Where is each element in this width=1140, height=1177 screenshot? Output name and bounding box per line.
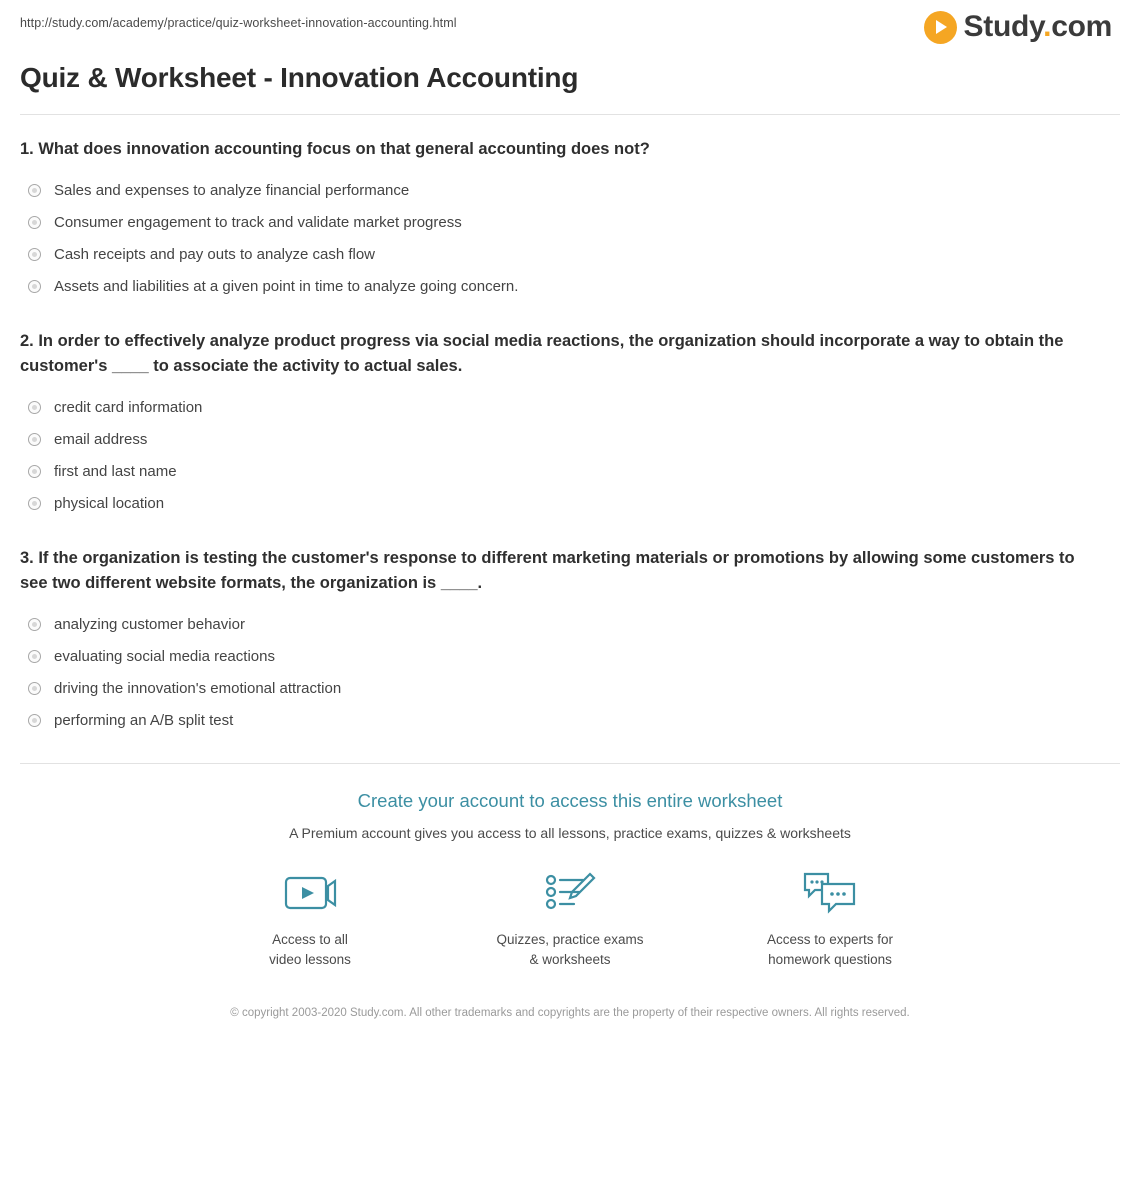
question-1-text: 1. What does innovation accounting focus on that general accounting does not? (20, 140, 650, 158)
feature-video-lessons (220, 867, 400, 971)
question-1 (20, 137, 1120, 303)
radio-icon[interactable] (28, 184, 41, 197)
radio-icon[interactable] (28, 618, 41, 631)
radio-icon[interactable] (28, 682, 41, 695)
title-divider (20, 114, 1120, 115)
answer-option[interactable] (20, 705, 1120, 737)
radio-icon[interactable] (28, 714, 41, 727)
study-com-logo (924, 10, 1120, 44)
answer-option[interactable] (20, 488, 1120, 520)
answer-label: email address (54, 430, 148, 448)
feature-line-1: Quizzes, practice exams (496, 931, 644, 947)
radio-icon[interactable] (28, 465, 41, 478)
answer-label: first and last name (54, 462, 177, 480)
video-lesson-icon (220, 867, 400, 919)
top-bar (18, 0, 1122, 52)
answer-option[interactable] (20, 424, 1120, 456)
question-2-answers (20, 392, 1120, 520)
create-account-link[interactable]: Create your account to access this entire worksheet (357, 789, 783, 811)
feature-line-2: video lessons (269, 952, 351, 968)
radio-icon[interactable] (28, 497, 41, 510)
feature-line-1: Access to all (272, 931, 348, 947)
page-title: Quiz & Worksheet - Innovation Accounting (20, 62, 579, 93)
question-1-answers (20, 175, 1120, 303)
logo-wordmark (964, 10, 1112, 44)
answer-label: Assets and liabilities at a given point in time to analyze going concern. (54, 277, 519, 295)
answer-option[interactable] (20, 673, 1120, 705)
question-2 (20, 329, 1120, 520)
answer-option[interactable] (20, 641, 1120, 673)
feature-experts (740, 867, 920, 971)
answer-label: physical location (54, 494, 165, 512)
answer-option[interactable] (20, 239, 1120, 271)
feature-list (18, 867, 1122, 971)
answer-option[interactable] (20, 271, 1120, 303)
feature-quizzes (480, 867, 660, 971)
answer-option[interactable] (20, 609, 1120, 641)
chat-bubbles-icon (740, 867, 920, 919)
quiz-checklist-icon (480, 867, 660, 919)
play-circle-icon (924, 11, 957, 44)
promo-subtitle: A Premium account gives you access to all lessons, practice exams, quizzes & worksheets (289, 824, 851, 841)
answer-label: analyzing customer behavior (54, 615, 245, 633)
upsell-section (18, 764, 1122, 1023)
feature-line-2: & worksheets (529, 952, 611, 968)
answer-option[interactable] (20, 456, 1120, 488)
question-3-answers (20, 609, 1120, 737)
question-3 (20, 546, 1120, 737)
logo-dot: . (1043, 10, 1052, 43)
copyright-text: © copyright 2003-2020 Study.com. All other trademarks and copyrights are the property of their respective owners. All rights reserved. (230, 1007, 910, 1020)
feature-line-2: homework questions (768, 952, 892, 968)
answer-option[interactable] (20, 207, 1120, 239)
radio-icon[interactable] (28, 433, 41, 446)
logo-name: Study (963, 10, 1044, 43)
answer-label: credit card information (54, 398, 203, 416)
answer-option[interactable] (20, 392, 1120, 424)
feature-line-1: Access to experts for (766, 931, 894, 947)
radio-icon[interactable] (28, 401, 41, 414)
question-3-text: 3. If the organization is testing the customer's response to different marketing materials or promotions by allowing some customers to see two different website formats, the organization is ____. (20, 548, 1075, 593)
page-url: http://study.com/academy/practice/quiz-worksheet-innovation-accounting.html (20, 16, 457, 30)
radio-icon[interactable] (28, 216, 41, 229)
answer-label: evaluating social media reactions (54, 647, 275, 665)
answer-label: Consumer engagement to track and validate market progress (54, 213, 462, 231)
answer-label: performing an A/B split test (54, 711, 234, 729)
question-2-text: 2. In order to effectively analyze product progress via social media reactions, the organization should incorporate a way to obtain the customer's ____ to associate the activity to actual sales. (20, 331, 1064, 376)
answer-label: driving the innovation's emotional attraction (54, 679, 342, 697)
answer-label: Sales and expenses to analyze financial performance (54, 181, 410, 199)
answer-label: Cash receipts and pay outs to analyze cash flow (54, 245, 376, 263)
radio-icon[interactable] (28, 280, 41, 293)
answer-option[interactable] (20, 175, 1120, 207)
radio-icon[interactable] (28, 650, 41, 663)
logo-suffix: com (1051, 10, 1112, 43)
radio-icon[interactable] (28, 248, 41, 261)
